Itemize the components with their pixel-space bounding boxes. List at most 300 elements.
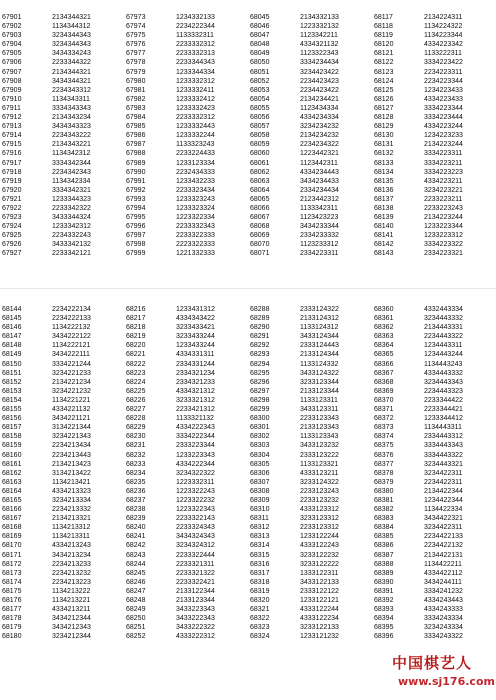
- row-code: 67983: [126, 104, 146, 112]
- row-value: 3433344324: [52, 214, 91, 222]
- row-value: 3234422311: [424, 524, 463, 532]
- row-code: 68385: [374, 533, 394, 541]
- row-code: 68148: [2, 342, 22, 350]
- row-code: 67924: [2, 223, 22, 231]
- row-code: 68249: [126, 606, 146, 614]
- row-value: 3334343343: [52, 104, 91, 112]
- row-code: 68323: [250, 624, 270, 632]
- row-code: 67979: [126, 68, 146, 76]
- row-code: 68170: [2, 542, 22, 550]
- row-value: 1233432233: [176, 177, 215, 185]
- row-code: 68144: [2, 306, 22, 313]
- row-code: 68388: [374, 560, 394, 568]
- row-value: 4334222343: [176, 424, 215, 432]
- row-code: 68151: [2, 369, 22, 377]
- row-code: 68320: [250, 597, 270, 604]
- row-code: 68166: [2, 506, 22, 514]
- row-value: 3334223444: [424, 114, 463, 122]
- row-value: 2233224433: [176, 150, 215, 158]
- row-code: 68178: [2, 615, 22, 623]
- row-value: 2134213423: [52, 460, 91, 468]
- row-code: 68068: [250, 223, 270, 231]
- row-value: 1134443311: [424, 424, 462, 432]
- row-value: 2233332313: [176, 50, 215, 58]
- row-code: 68244: [126, 560, 146, 568]
- row-code: 68234: [126, 469, 146, 477]
- row-value: 1123342211: [300, 32, 338, 40]
- row-code: 68300: [250, 415, 270, 423]
- row-value: 3433122133: [300, 578, 339, 586]
- row-value: 3434422321: [424, 515, 463, 523]
- row-value: 4334422112: [424, 569, 463, 577]
- row-code: 68168: [2, 524, 22, 532]
- row-value: 1134222132: [52, 324, 91, 332]
- row-code: 68149: [2, 351, 22, 359]
- row-code: 67993: [126, 195, 146, 203]
- row-value: 3334443343: [424, 442, 463, 450]
- row-code: 68369: [374, 387, 394, 395]
- row-code: 68294: [250, 360, 270, 368]
- row-code: 68055: [250, 104, 270, 112]
- row-value: 3334223322: [424, 241, 463, 249]
- row-code: 68318: [250, 578, 270, 586]
- row-value: 1233122121: [300, 597, 339, 604]
- row-value: 2234223311: [424, 68, 463, 76]
- row-code: 68064: [250, 186, 270, 194]
- row-code: 68045: [250, 14, 270, 21]
- row-code: 68230: [126, 433, 146, 441]
- row-value: 3434343323: [52, 123, 91, 131]
- row-code: 68157: [2, 424, 22, 432]
- watermark-title: 中国棋艺人: [392, 654, 473, 672]
- row-value: 2234332243: [52, 232, 91, 240]
- row-value: 2234234322: [300, 141, 339, 149]
- row-value: 2233323434: [176, 186, 215, 194]
- row-value: 3433222343: [176, 615, 215, 623]
- row-value: 1133123311: [300, 396, 338, 404]
- row-code: 67992: [126, 186, 146, 194]
- row-code: 67912: [2, 114, 22, 122]
- row-code: 68384: [374, 524, 394, 532]
- row-value: 1233223343: [176, 451, 215, 459]
- row-value: 4333123312: [300, 506, 339, 514]
- row-value: 1233122244: [300, 533, 339, 541]
- row-value: 1233332443: [176, 123, 215, 131]
- row-value: 2233322333: [176, 232, 215, 240]
- row-code: 68387: [374, 551, 394, 559]
- row-value: 3234234232: [300, 123, 339, 131]
- row-code: 68368: [374, 378, 394, 386]
- row-value: 1233323324: [176, 204, 215, 212]
- row-value: 1133124312: [300, 324, 339, 332]
- row-value: 2233332312: [176, 41, 215, 49]
- row-value: 2233123312: [300, 524, 339, 532]
- row-code: 67910: [2, 95, 22, 103]
- row-code: 68303: [250, 442, 270, 450]
- row-code: 68133: [374, 159, 394, 167]
- row-value: 2234423422: [300, 86, 339, 94]
- row-code: 68227: [126, 406, 146, 414]
- row-code: 68299: [250, 406, 270, 414]
- row-value: 2234422132: [424, 542, 463, 550]
- row-value: 2134213321: [52, 515, 91, 523]
- row-code: 68137: [374, 195, 394, 203]
- row-code: 68394: [374, 615, 394, 623]
- row-code: 68051: [250, 68, 270, 76]
- row-code: 68363: [374, 333, 394, 341]
- row-value: 3434344321: [52, 77, 91, 85]
- row-code: 67918: [2, 168, 22, 176]
- row-value: 1233332312: [176, 77, 215, 85]
- row-value: 1134213222: [52, 587, 91, 595]
- row-value: 1133323243: [176, 141, 215, 149]
- row-code: 68297: [250, 387, 270, 395]
- row-value: 4334223244: [424, 123, 463, 131]
- row-code: 68053: [250, 86, 270, 94]
- row-code: 68153: [2, 387, 22, 395]
- row-code: 68152: [2, 378, 22, 386]
- row-code: 68290: [250, 324, 270, 332]
- row-code: 68240: [126, 524, 146, 532]
- row-value: 1134343311: [52, 95, 90, 103]
- row-code: 68061: [250, 159, 270, 167]
- row-code: 68316: [250, 560, 270, 568]
- row-code: 68047: [250, 32, 270, 40]
- row-value: 1134344312: [52, 23, 91, 31]
- row-value: 3233122222: [300, 560, 339, 568]
- block-separator: [0, 288, 496, 289]
- row-value: 1134223344: [424, 32, 463, 40]
- row-code: 68140: [374, 223, 394, 231]
- row-value: 2233223243: [424, 204, 463, 212]
- row-code: 68222: [126, 360, 146, 368]
- row-value: 2234213232: [52, 569, 91, 577]
- row-value: 3434222111: [52, 351, 90, 359]
- row-code: 68131: [374, 141, 394, 149]
- row-value: 3234221232: [52, 387, 91, 395]
- row-code: 68367: [374, 369, 394, 377]
- row-value: 2234443322: [424, 333, 463, 341]
- row-value: 3234243334: [424, 624, 463, 632]
- row-code: 67976: [126, 41, 146, 49]
- row-value: 2234422133: [424, 533, 463, 541]
- row-code: 68057: [250, 123, 270, 131]
- row-value: 3233122232: [300, 551, 339, 559]
- row-code: 68232: [126, 451, 146, 459]
- row-code: 68135: [374, 177, 394, 185]
- row-value: 2134221234: [52, 378, 91, 386]
- row-value: 4334223211: [424, 177, 463, 185]
- row-code: 68048: [250, 41, 270, 49]
- row-code: 68252: [126, 633, 146, 641]
- row-code: 67903: [2, 32, 22, 40]
- row-code: 68310: [250, 506, 270, 514]
- row-code: 68062: [250, 168, 270, 176]
- row-value: 2133123343: [300, 424, 339, 432]
- row-code: 68362: [374, 324, 394, 332]
- row-value: 2233322444: [176, 551, 215, 559]
- row-code: 68319: [250, 587, 270, 595]
- row-value: 1233332412: [176, 95, 215, 103]
- row-value: 4333122244: [300, 606, 339, 614]
- row-code: 68169: [2, 533, 22, 541]
- row-code: 68392: [374, 597, 394, 604]
- row-value: 2133122344: [176, 587, 215, 595]
- row-code: 67994: [126, 204, 146, 212]
- row-code: 68306: [250, 469, 270, 477]
- row-value: 2334223311: [300, 250, 339, 258]
- row-code: 68132: [374, 150, 394, 158]
- row-value: 3234212344: [52, 633, 91, 641]
- row-value: 1233121232: [300, 633, 339, 641]
- row-value: 3334243334: [424, 615, 463, 623]
- row-code: 68371: [374, 406, 394, 414]
- row-value: 1234223233: [424, 132, 463, 140]
- row-value: 3434221121: [52, 415, 91, 423]
- row-value: 2334331244: [176, 360, 215, 368]
- row-code: 68288: [250, 306, 270, 313]
- row-code: 68289: [250, 315, 270, 323]
- row-code: 68154: [2, 396, 22, 404]
- row-code: 68382: [374, 506, 394, 514]
- row-value: 3433342132: [52, 241, 91, 249]
- row-code: 68218: [126, 324, 146, 332]
- row-value: 4334234334: [300, 114, 339, 122]
- row-code: 68243: [126, 551, 146, 559]
- row-code: 67916: [2, 150, 22, 158]
- table-block-bottom: [0, 305, 496, 641]
- row-code: 68122: [374, 59, 394, 67]
- row-value: 2334443312: [424, 433, 463, 441]
- row-code: 68124: [374, 77, 394, 85]
- row-code: 67977: [126, 50, 146, 58]
- row-value: 3234344343: [52, 32, 91, 40]
- row-value: 2334321234: [176, 369, 215, 377]
- row-value: 2223322333: [176, 241, 215, 249]
- row-value: 4334213243: [52, 542, 91, 550]
- row-code: 68386: [374, 542, 394, 550]
- row-value: 1134443243: [424, 360, 463, 368]
- row-value: 1233342312: [52, 223, 91, 231]
- row-code: 68125: [374, 86, 394, 94]
- row-code: 67913: [2, 123, 22, 131]
- row-value: 1233123334: [176, 159, 215, 167]
- row-code: 67975: [126, 32, 146, 40]
- row-code: 68298: [250, 396, 270, 404]
- row-value: 2134343234: [52, 114, 91, 122]
- row-code: 67904: [2, 41, 22, 49]
- row-code: 68071: [250, 250, 270, 258]
- row-value: 1233332244: [176, 132, 215, 140]
- row-value: 3234423422: [300, 68, 339, 76]
- row-code: 68322: [250, 615, 270, 623]
- row-value: 1133332311: [176, 32, 214, 40]
- row-code: 67998: [126, 241, 146, 249]
- row-value: 3233123344: [300, 378, 339, 386]
- row-value: 3234443332: [424, 315, 463, 323]
- row-code: 68128: [374, 114, 394, 122]
- row-code: 68360: [374, 306, 394, 313]
- row-code: 67920: [2, 186, 22, 194]
- row-value: 3234223221: [424, 186, 463, 194]
- row-code: 67925: [2, 232, 22, 240]
- row-value: 4334221132: [52, 406, 91, 414]
- row-code: 68251: [126, 624, 146, 632]
- row-code: 68390: [374, 578, 394, 586]
- row-code: 68155: [2, 406, 22, 414]
- row-value: 2234423423: [300, 77, 339, 85]
- row-value: 2233223211: [424, 195, 463, 203]
- row-value: 3334243322: [424, 633, 463, 641]
- row-code: 67990: [126, 168, 146, 176]
- row-value: 2134224311: [424, 14, 463, 21]
- row-value: 4334223342: [424, 41, 463, 49]
- row-code: 68049: [250, 50, 270, 58]
- row-value: 1134213421: [52, 478, 91, 486]
- row-value: 3334222344: [176, 433, 215, 441]
- row-code: 67926: [2, 241, 22, 249]
- row-code: 68241: [126, 533, 146, 541]
- row-code: 68123: [374, 68, 394, 76]
- row-code: 68391: [374, 587, 394, 595]
- row-code: 68162: [2, 469, 22, 477]
- row-value: 3233124322: [300, 478, 339, 486]
- row-value: 4334331311: [176, 351, 215, 359]
- row-value: 3434244111: [424, 578, 462, 586]
- row-value: 3433222322: [176, 624, 215, 632]
- row-value: 2234213434: [52, 442, 91, 450]
- row-code: 68163: [2, 478, 22, 486]
- row-code: 68246: [126, 578, 146, 586]
- row-value: 1223322343: [176, 506, 215, 514]
- row-code: 68292: [250, 342, 270, 350]
- row-code: 68175: [2, 587, 22, 595]
- row-value: 2134223244: [424, 214, 463, 222]
- row-value: 2233344322: [52, 59, 91, 67]
- row-code: 68379: [374, 478, 394, 486]
- row-code: 68295: [250, 369, 270, 377]
- row-code: 68296: [250, 378, 270, 386]
- row-value: 3434213234: [52, 551, 91, 559]
- row-code: 68130: [374, 132, 394, 140]
- row-value: 3234443343: [424, 378, 463, 386]
- row-code: 68365: [374, 351, 394, 359]
- row-value: 4334243333: [424, 606, 463, 614]
- row-code: 68156: [2, 415, 22, 423]
- row-code: 68372: [374, 415, 394, 423]
- row-value: 2233342322: [52, 204, 91, 212]
- row-value: 1133123343: [300, 433, 339, 441]
- row-code: 68164: [2, 487, 22, 495]
- row-code: 68239: [126, 515, 146, 523]
- row-value: 1123442311: [300, 159, 338, 167]
- row-value: 2334223321: [424, 250, 463, 258]
- row-code: 68223: [126, 369, 146, 377]
- row-code: 68236: [126, 487, 146, 495]
- row-value: 1123423223: [300, 214, 339, 222]
- row-value: 2233332343: [176, 223, 215, 231]
- row-code: 68145: [2, 315, 22, 323]
- row-value: 1223442321: [300, 150, 339, 158]
- row-value: 2233421312: [176, 406, 215, 414]
- row-code: 68216: [126, 306, 146, 313]
- row-value: 2233322143: [176, 515, 215, 523]
- row-code: 67914: [2, 132, 22, 140]
- row-code: 68321: [250, 606, 270, 614]
- row-code: 68138: [374, 204, 394, 212]
- row-value: 3334223211: [424, 159, 463, 167]
- row-code: 68250: [126, 615, 146, 623]
- row-value: 2134422344: [424, 487, 463, 495]
- row-code: 68324: [250, 633, 270, 641]
- row-code: 68307: [250, 478, 270, 486]
- row-code: 68120: [374, 41, 394, 49]
- row-code: 68136: [374, 186, 394, 194]
- row-value: 3134221344: [52, 424, 91, 432]
- row-code: 68171: [2, 551, 22, 559]
- row-code: 68238: [126, 506, 146, 514]
- row-value: 1223322334: [176, 214, 215, 222]
- row-code: 68167: [2, 515, 22, 523]
- row-value: 1233344412: [424, 415, 463, 423]
- row-value: 2133123344: [300, 387, 339, 395]
- row-value: 2233342121: [52, 250, 91, 258]
- row-code: 67973: [126, 14, 146, 21]
- row-value: 1134213221: [52, 597, 91, 604]
- row-code: 68376: [374, 451, 394, 459]
- row-code: 67921: [2, 195, 22, 203]
- row-code: 68067: [250, 214, 270, 222]
- row-value: 3433124322: [300, 369, 339, 377]
- row-code: 67985: [126, 123, 146, 131]
- row-code: 68143: [374, 250, 394, 258]
- row-value: 2333124443: [300, 342, 339, 350]
- row-value: 2333122122: [300, 587, 339, 595]
- row-value: 2134344321: [52, 14, 91, 21]
- row-value: 1234223433: [424, 86, 463, 94]
- row-code: 67984: [126, 114, 146, 122]
- row-value: 1134222121: [52, 342, 91, 350]
- row-value: 2233123232: [300, 496, 339, 504]
- row-value: 2233332312: [176, 114, 215, 122]
- row-code: 68177: [2, 606, 22, 614]
- row-code: 68219: [126, 333, 146, 341]
- row-value: 2233322421: [176, 578, 215, 586]
- row-value: 1134342334: [52, 177, 91, 185]
- row-value: 1133124332: [300, 360, 339, 368]
- row-value: 2234222344: [176, 23, 215, 31]
- row-value: 1223332311: [176, 478, 215, 486]
- row-code: 68377: [374, 460, 394, 468]
- row-value: 3134213422: [52, 469, 91, 477]
- row-value: 2333123222: [300, 451, 339, 459]
- row-value: 1123233312: [300, 241, 339, 249]
- row-code: 68127: [374, 104, 394, 112]
- row-code: 68129: [374, 123, 394, 131]
- row-value: 4334222344: [176, 460, 215, 468]
- row-code: 68118: [374, 23, 393, 31]
- row-code: 68228: [126, 415, 146, 423]
- row-code: 68141: [374, 232, 394, 240]
- row-code: 68173: [2, 569, 22, 577]
- row-value: 1234422344: [424, 496, 463, 504]
- row-value: 3434334243: [52, 50, 91, 58]
- row-code: 68383: [374, 515, 394, 523]
- row-code: 67986: [126, 132, 146, 140]
- row-code: 68315: [250, 551, 270, 559]
- row-code: 68119: [374, 32, 393, 40]
- row-code: 68142: [374, 241, 394, 249]
